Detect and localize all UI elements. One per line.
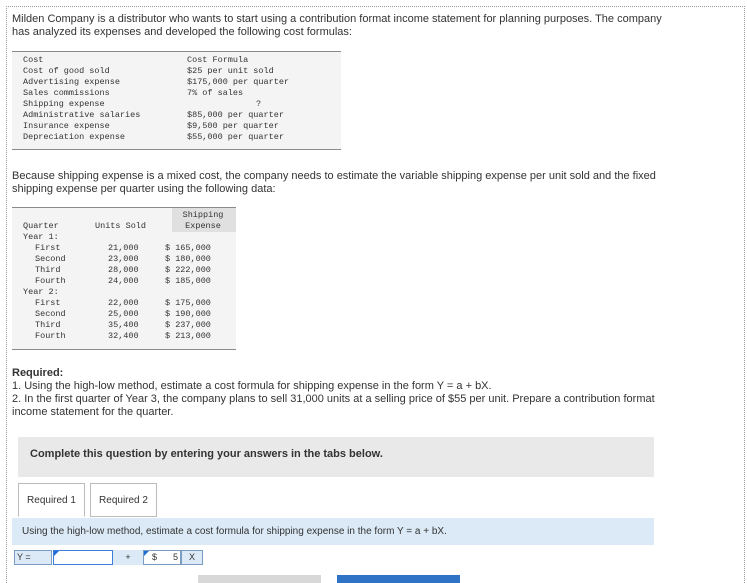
required-title: Required: xyxy=(12,367,64,379)
quarter-cell: Fourth xyxy=(35,331,66,341)
intro-text: Milden Company is a distributor who wants to start using a contribution format income statement for planning purposes. The company has analyzed its expenses and developed the following cost formulas: xyxy=(12,13,662,38)
expense-cell: $ 213,000 xyxy=(165,331,211,341)
x-label: X xyxy=(181,550,203,565)
input-marker-icon xyxy=(144,551,149,556)
cost-row-label: Depreciation expense xyxy=(23,132,126,142)
quarter-cell: First xyxy=(35,243,61,253)
instructions-banner xyxy=(18,437,654,477)
shipping-header-line2: Expense xyxy=(185,221,221,231)
units-cell: 35,400 xyxy=(108,320,139,330)
cost-row-label: Sales commissions xyxy=(23,88,110,98)
quarter-cell: First xyxy=(35,298,61,308)
fixed-cost-input[interactable] xyxy=(53,550,113,565)
quarter-cell: Third xyxy=(35,265,61,275)
expense-cell: $ 175,000 xyxy=(165,298,211,308)
next-nav-button[interactable] xyxy=(337,575,460,583)
quarter-cell: Third xyxy=(35,320,61,330)
required-item-2-cont: income statement for the quarter. xyxy=(12,406,174,418)
year-label: Year 1: xyxy=(23,232,59,242)
quarter-cell: Second xyxy=(35,254,66,264)
prev-nav-button[interactable] xyxy=(198,575,321,583)
shipping-header-line1: Shipping xyxy=(182,210,224,220)
units-cell: 22,000 xyxy=(108,298,139,308)
quarter-cell: Fourth xyxy=(35,276,66,286)
cost-row-label: Administrative salaries xyxy=(23,110,141,120)
required-item-1: 1. Using the high-low method, estimate a cost formula for shipping expense in the form Y = a + bX. xyxy=(12,380,492,392)
units-cell: 21,000 xyxy=(108,243,139,253)
units-cell: 23,000 xyxy=(108,254,139,264)
expense-cell: $ 222,000 xyxy=(165,265,211,275)
cost-row-formula: $25 per unit sold xyxy=(187,66,274,76)
cost-row-label: Advertising expense xyxy=(23,77,120,87)
question-bar xyxy=(12,518,654,545)
units-cell: 32,400 xyxy=(108,331,139,341)
required-item-2: 2. In the first quarter of Year 3, the company plans to sell 31,000 units at a selling price of $55 per unit. Prepare a contribution format xyxy=(12,393,655,405)
units-cell: 24,000 xyxy=(108,276,139,286)
expense-cell: $ 237,000 xyxy=(165,320,211,330)
units-cell: 25,000 xyxy=(108,309,139,319)
expense-cell: $ 190,000 xyxy=(165,309,211,319)
expense-cell: $ 185,000 xyxy=(165,276,211,286)
year-label: Year 2: xyxy=(23,287,59,297)
tab-required-1[interactable]: Required 1 xyxy=(18,483,85,517)
input-marker-icon xyxy=(54,551,59,556)
tab-required-2[interactable]: Required 2 xyxy=(90,483,157,517)
instructions-text: Complete this question by entering your answers in the tabs below. xyxy=(30,448,383,460)
cost-row-label: Shipping expense xyxy=(23,99,105,109)
question-text: Using the high-low method, estimate a cost formula for shipping expense in the form Y = a + bX. xyxy=(22,526,447,537)
cost-row-label: Insurance expense xyxy=(23,121,110,131)
quarter-header: Quarter xyxy=(23,221,59,231)
cost-row-formula: $175,000 per quarter xyxy=(187,77,290,87)
cost-row-formula: $55,000 per quarter xyxy=(187,132,284,142)
units-cell: 28,000 xyxy=(108,265,139,275)
cost-formula-table xyxy=(12,51,341,150)
expense-cell: $ 165,000 xyxy=(165,243,211,253)
plus-sign: + xyxy=(113,550,143,565)
cost-header: Cost xyxy=(23,55,44,65)
formula-header: Cost Formula xyxy=(187,55,249,65)
shipping-data-table xyxy=(12,207,236,350)
cost-row-formula: ? xyxy=(256,99,262,109)
units-header: Units Sold xyxy=(95,221,147,231)
cost-row-formula: 7% of sales xyxy=(187,88,244,98)
cost-row-label: Cost of good sold xyxy=(23,66,110,76)
cost-row-formula: $85,000 per quarter xyxy=(187,110,284,120)
cost-row-formula: $9,500 per quarter xyxy=(187,121,279,131)
quarter-cell: Second xyxy=(35,309,66,319)
variable-cost-value: 5 xyxy=(172,552,178,562)
y-equals-label: Y = xyxy=(14,550,52,565)
mixed-cost-text: Because shipping expense is a mixed cost, the company needs to estimate the variable shipping expense per unit sold and the fixed shipping expense per quarter using the following data: xyxy=(12,170,656,195)
required-section xyxy=(12,367,655,419)
expense-cell: $ 180,000 xyxy=(165,254,211,264)
dollar-sign: $ xyxy=(152,552,158,562)
